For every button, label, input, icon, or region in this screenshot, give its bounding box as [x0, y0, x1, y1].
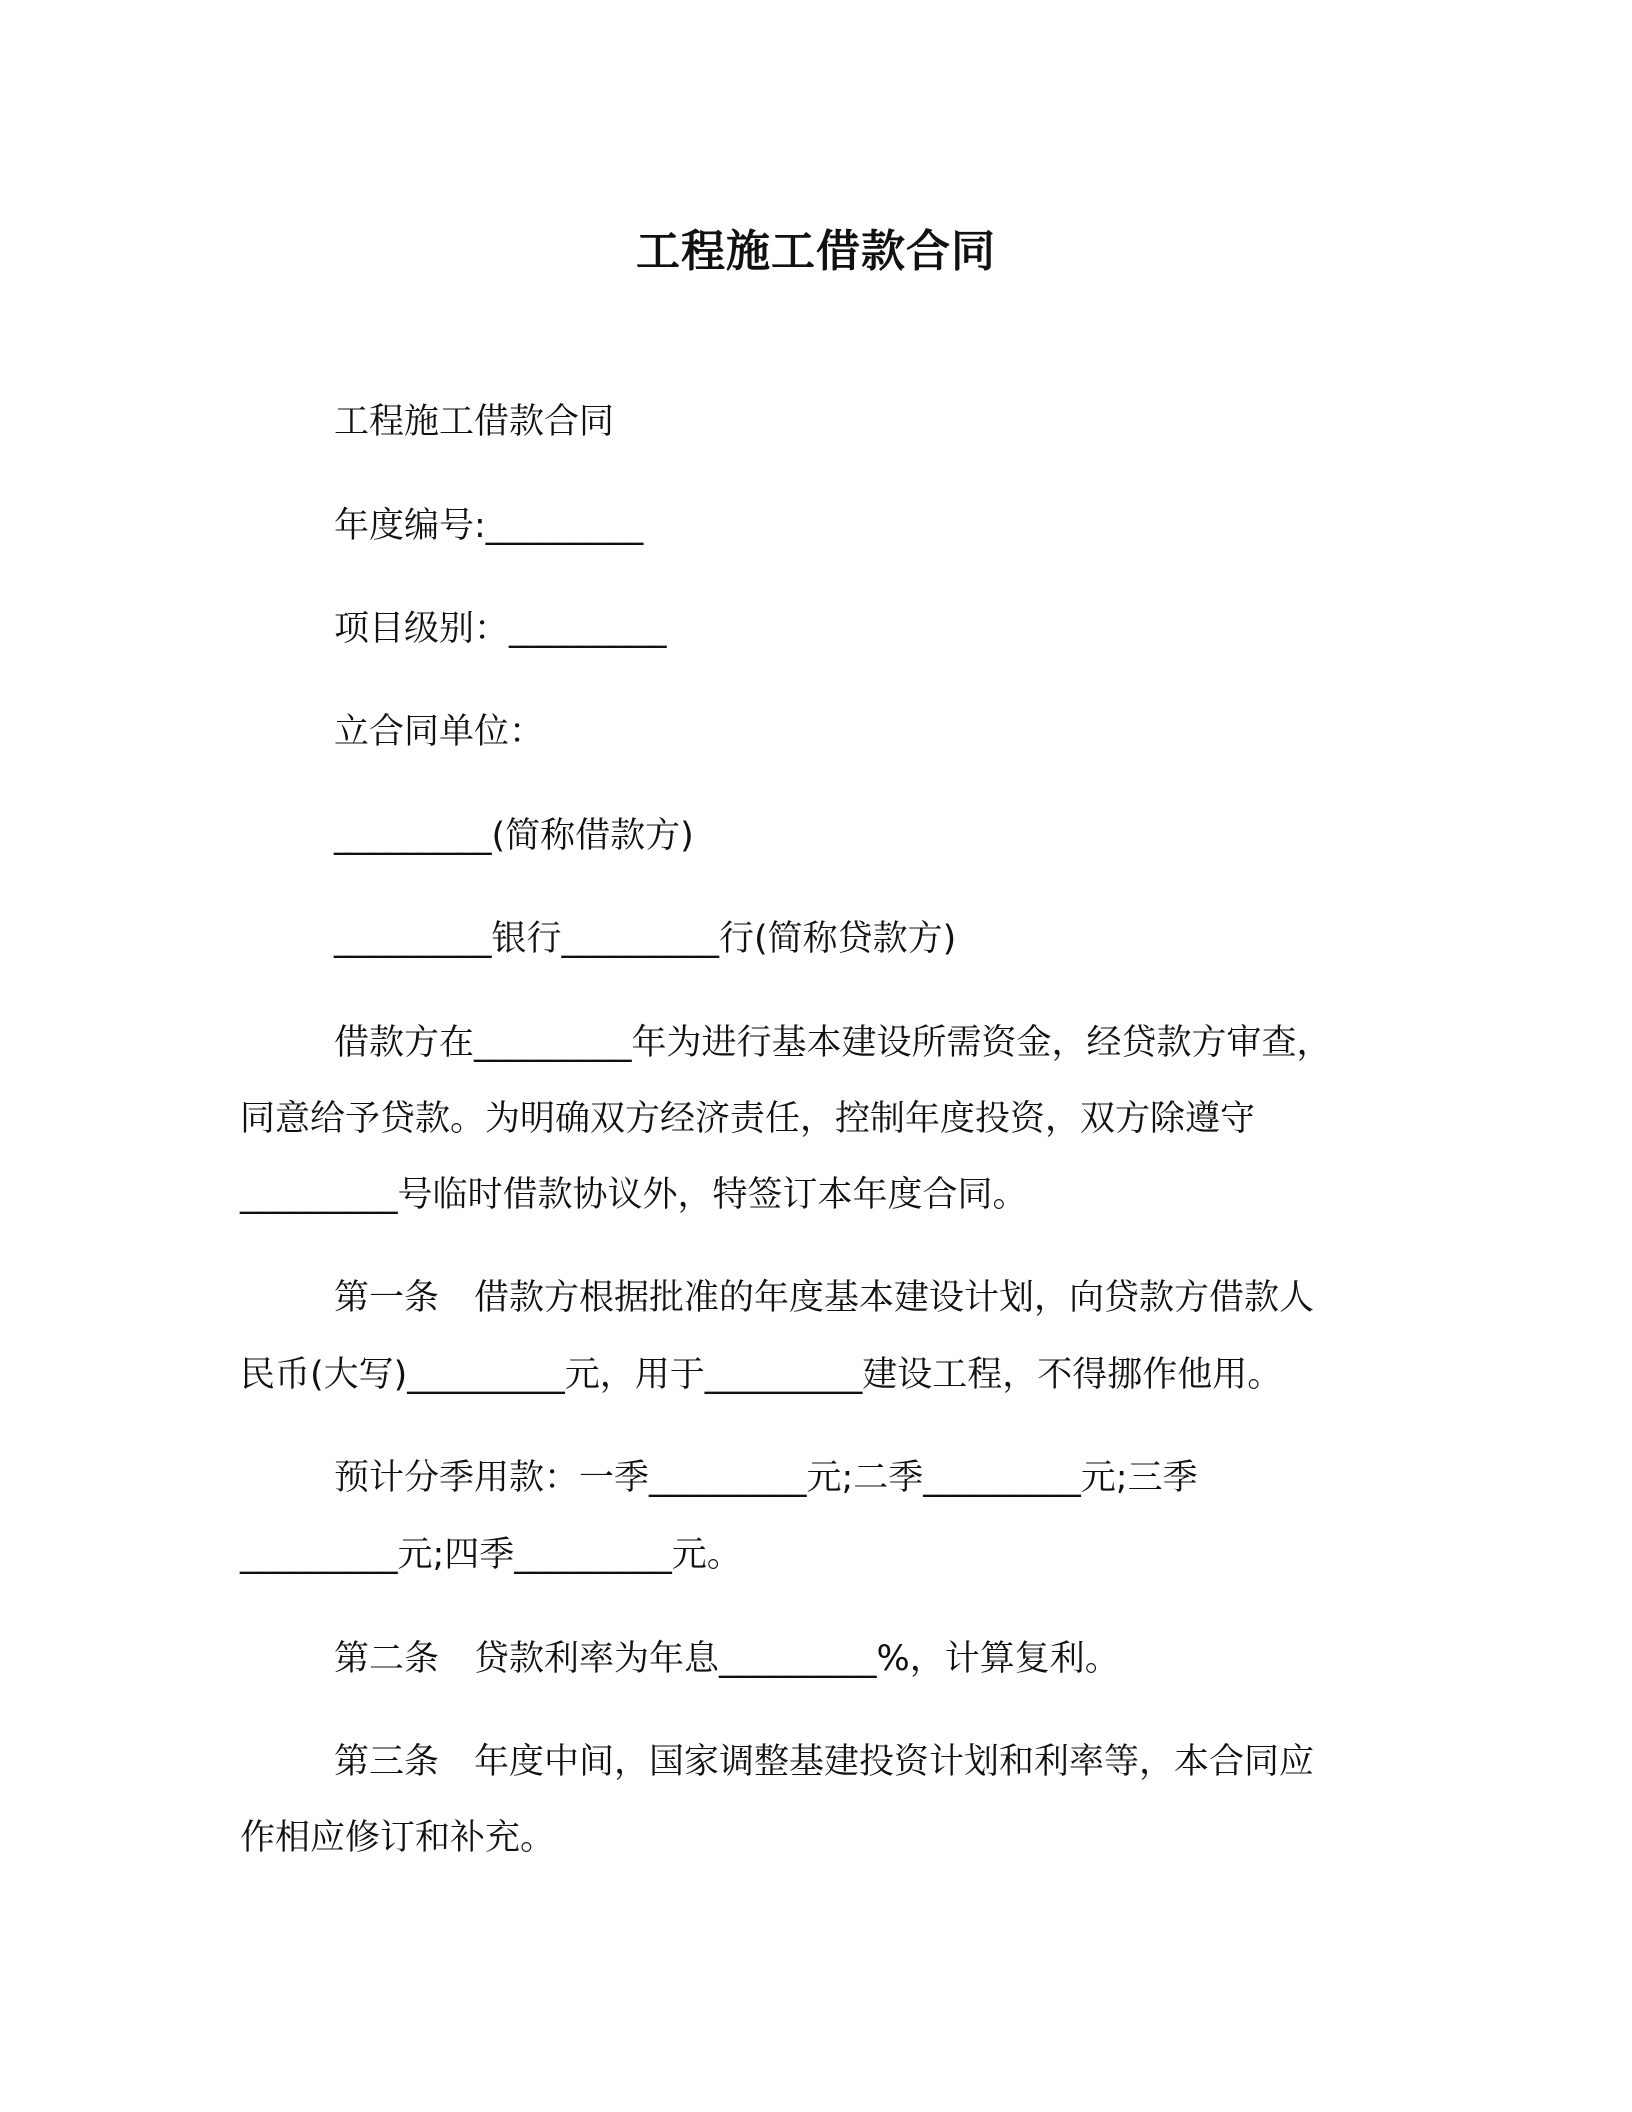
quarterly-plan-line-2: _________元;四季_________元。: [240, 1535, 742, 1575]
preamble-line-1: 借款方在_________年为进行基本建设所需资金，经贷款方审查，: [334, 1023, 1332, 1063]
document-title: 工程施工借款合同: [636, 226, 996, 277]
annual-number-line: 年度编号:_________: [334, 506, 644, 546]
subtitle-line: 工程施工借款合同: [334, 402, 615, 442]
preamble-line-3: _________号临时借款协议外，特签订本年度合同。: [240, 1175, 1028, 1215]
article-1-line-2: 民币(大写)_________元，用于_________建设工程，不得挪作他用。: [240, 1355, 1283, 1395]
quarterly-plan-line-1: 预计分季用款：一季_________元;二季_________元;三季: [334, 1458, 1198, 1498]
contracting-units-line: 立合同单位：: [334, 712, 545, 752]
article-1-line-1: 第一条 借款方根据批准的年度基本建设计划，向贷款方借款人: [334, 1278, 1315, 1318]
project-level-line: 项目级别：_________: [334, 609, 667, 649]
preamble-line-2: 同意给予贷款。为明确双方经济责任，控制年度投资，双方除遵守: [240, 1099, 1256, 1139]
lender-line: _________银行_________行(简称贷款方): [334, 919, 957, 959]
article-3-line-1: 第三条 年度中间，国家调整基建投资计划和利率等，本合同应: [334, 1742, 1315, 1782]
article-3-line-2: 作相应修订和补充。: [240, 1818, 556, 1858]
article-2-line: 第二条 贷款利率为年息_________%，计算复利。: [334, 1639, 1120, 1679]
borrower-line: _________(简称借款方): [334, 816, 694, 856]
